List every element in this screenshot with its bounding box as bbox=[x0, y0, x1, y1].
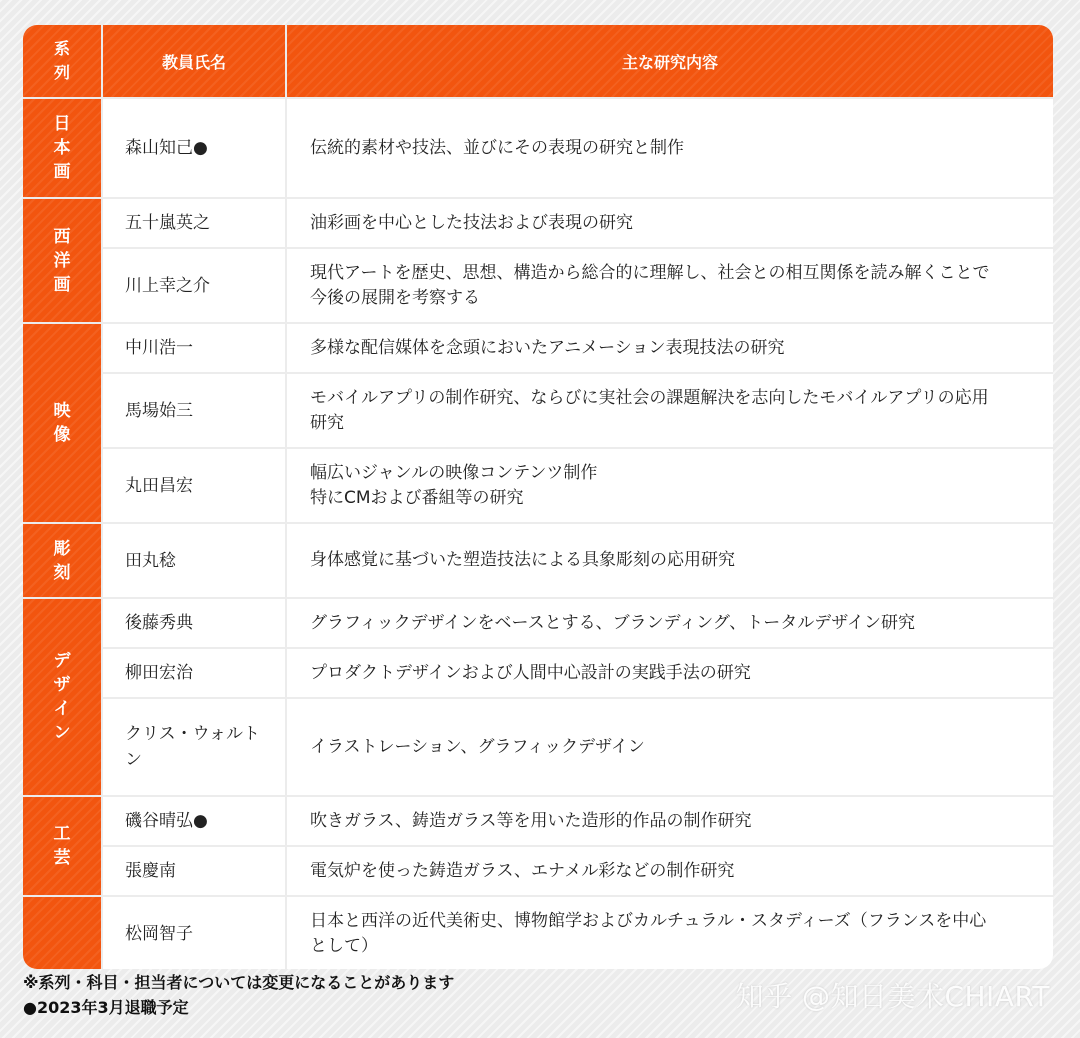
content-cell: モバイルアプリの制作研究、ならびに実社会の課題解決を志向したモバイルアプリの応用 研究 bbox=[286, 373, 1053, 448]
series-cell-chokoku bbox=[23, 523, 102, 598]
name-cell bbox=[102, 796, 286, 846]
name-cell bbox=[102, 373, 286, 448]
series-cell-kogei bbox=[23, 796, 102, 896]
faculty-name: 川上幸之介 bbox=[125, 275, 210, 296]
faculty-name: 後藤秀典 bbox=[125, 613, 193, 633]
faculty-name: 松岡智子 bbox=[125, 923, 193, 944]
table-row bbox=[23, 846, 1053, 896]
series-cell-seiyoga bbox=[23, 198, 102, 323]
table-row bbox=[23, 323, 1053, 373]
content-cell: 多様な配信媒体を念頭においたアニメーション表現技法の研究 bbox=[286, 323, 1053, 373]
watermark: 知乎 @知日美术CHIART bbox=[735, 980, 1050, 1013]
faculty-name: 田丸稔 bbox=[125, 550, 176, 571]
table-row bbox=[23, 448, 1053, 523]
faculty-name: 丸田昌宏 bbox=[125, 475, 193, 496]
table-header-row bbox=[23, 25, 1053, 98]
name-cell bbox=[102, 896, 286, 969]
faculty-name: 張慶南 bbox=[125, 861, 176, 881]
series-label: 西洋画 bbox=[53, 226, 71, 295]
content-cell: 身体感覚に基づいた塑造技法による具象彫刻の応用研究 bbox=[286, 523, 1053, 598]
footnote-retirement-notice: ●2023年3月退職予定 bbox=[23, 998, 189, 1017]
name-cell bbox=[102, 698, 286, 796]
content-cell: 現代アートを歴史、思想、構造から総合的に理解し、社会との相互関係を読み解くことで 今後の展開を考察する bbox=[286, 248, 1053, 323]
series-label: 彫刻 bbox=[53, 538, 71, 583]
series-label: 工芸 bbox=[53, 824, 71, 868]
header-series-label: 系列 bbox=[53, 39, 70, 82]
content-cell: 伝統的素材や技法、並びにその表現の研究と制作 bbox=[286, 98, 1053, 198]
header-content: 主な研究内容 bbox=[286, 25, 1053, 98]
name-cell bbox=[102, 448, 286, 523]
faculty-name: 五十嵐英之 bbox=[125, 213, 210, 233]
faculty-table bbox=[23, 25, 1053, 969]
series-cell-design bbox=[23, 598, 102, 796]
faculty-name: 馬場始三 bbox=[125, 400, 193, 421]
name-cell bbox=[102, 846, 286, 896]
content-cell: 油彩画を中心とした技法および表現の研究 bbox=[286, 198, 1053, 248]
name-cell bbox=[102, 523, 286, 598]
series-cell-eizo bbox=[23, 323, 102, 523]
series-label: 日本画 bbox=[53, 114, 71, 182]
table-row bbox=[23, 523, 1053, 598]
table-row bbox=[23, 896, 1053, 969]
content-cell: グラフィックデザインをベースとする、ブランディング、トータルデザイン研究 bbox=[286, 598, 1053, 648]
faculty-name: 磯谷晴弘● bbox=[125, 811, 208, 831]
table-row bbox=[23, 796, 1053, 846]
name-cell bbox=[102, 648, 286, 698]
name-cell bbox=[102, 598, 286, 648]
name-cell bbox=[102, 323, 286, 373]
table-row bbox=[23, 198, 1053, 248]
name-cell bbox=[102, 198, 286, 248]
header-series bbox=[23, 25, 102, 98]
content-cell: イラストレーション、グラフィックデザイン bbox=[286, 698, 1053, 796]
faculty-name: 中川浩一 bbox=[125, 338, 193, 358]
table-row bbox=[23, 648, 1053, 698]
name-cell bbox=[102, 98, 286, 198]
name-cell bbox=[102, 248, 286, 323]
series-label: デザイン bbox=[53, 651, 71, 743]
table-row bbox=[23, 598, 1053, 648]
table-row bbox=[23, 98, 1053, 198]
series-cell-other bbox=[23, 896, 102, 969]
table-row bbox=[23, 373, 1053, 448]
content-cell: 電気炉を使った鋳造ガラス、エナメル彩などの制作研究 bbox=[286, 846, 1053, 896]
content-cell: 幅広いジャンルの映像コンテンツ制作 特にCMおよび番組等の研究 bbox=[286, 448, 1053, 523]
table-row bbox=[23, 698, 1053, 796]
footnotes bbox=[23, 970, 454, 1020]
series-label: 映像 bbox=[53, 401, 71, 445]
faculty-name: 柳田宏治 bbox=[125, 663, 193, 683]
series-cell-nihonga bbox=[23, 98, 102, 198]
faculty-table-container bbox=[23, 25, 1053, 969]
content-cell: 吹きガラス、鋳造ガラス等を用いた造形的作品の制作研究 bbox=[286, 796, 1053, 846]
content-cell: 日本と西洋の近代美術史、博物館学およびカルチュラル・スタディーズ（フランスを中心 として） bbox=[286, 896, 1053, 969]
faculty-name: 森山知己● bbox=[125, 138, 208, 158]
content-cell: プロダクトデザインおよび人間中心設計の実践手法の研究 bbox=[286, 648, 1053, 698]
table-row bbox=[23, 248, 1053, 323]
footnote-change-notice: ※系列・科目・担当者については変更になることがあります bbox=[23, 973, 455, 992]
header-name: 教員氏名 bbox=[102, 25, 286, 98]
faculty-name: クリス・ウォルトン bbox=[125, 724, 260, 770]
